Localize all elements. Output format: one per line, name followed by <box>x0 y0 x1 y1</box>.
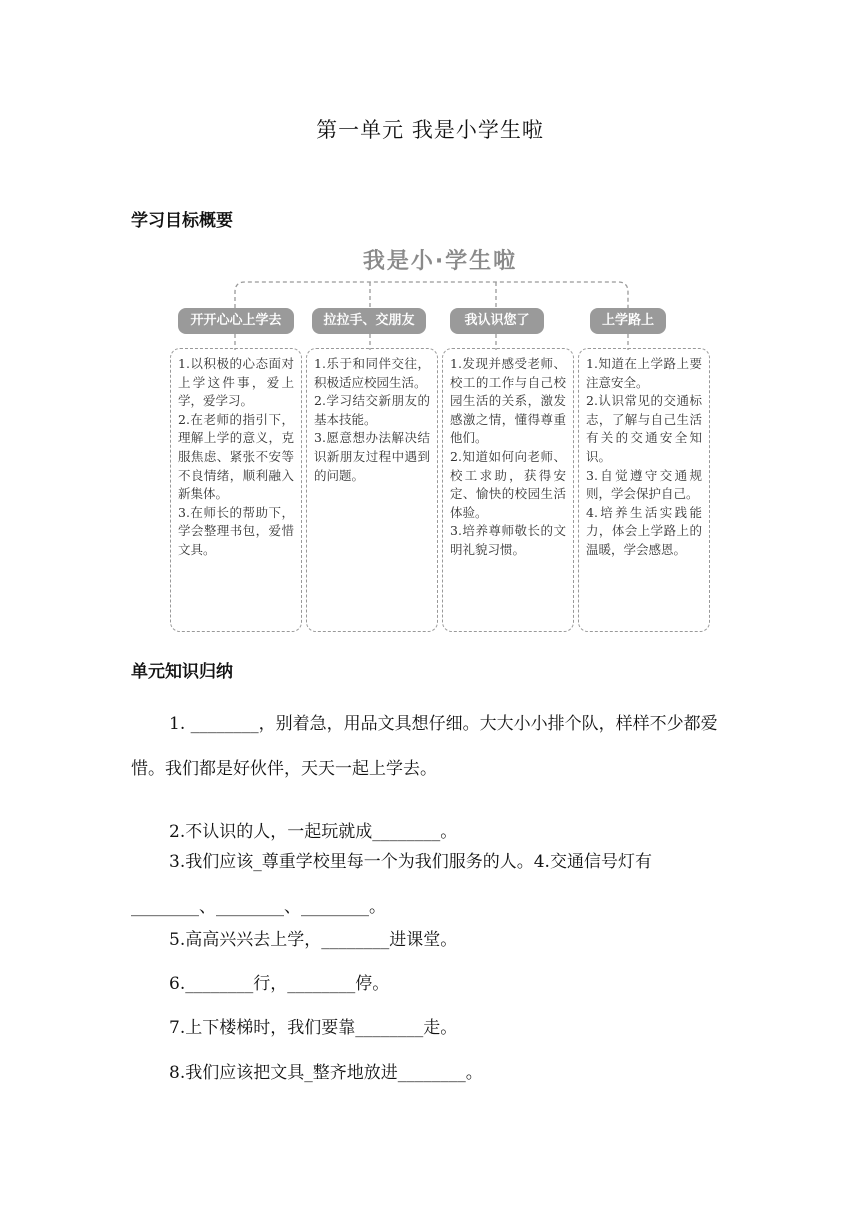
goal-item: 3.培养尊师敬长的文明礼貌习惯。 <box>450 523 566 557</box>
branch-box-1 <box>170 348 302 632</box>
branch-label-3: 我认识您了 <box>450 308 544 334</box>
branch-box-3 <box>442 348 574 632</box>
goal-item: 3.愿意想办法解决结识新朋友过程中遇到的问题。 <box>314 430 430 483</box>
branch-label-1: 开开心心上学去 <box>178 308 294 334</box>
goal-item: 3.自觉遵守交通规则，学会保护自己。 <box>586 467 702 502</box>
diagram-title: 我是小·学生啦 <box>362 249 518 274</box>
summary-line-5: 5.高高兴兴去上学，________进课堂。 <box>169 930 458 950</box>
goal-item: 2.在老师的指引下，理解上学的意义，克服焦虑、紧张不安等不良情绪，顺利融入新集体。 <box>178 411 294 502</box>
summary-line-8: 8.我们应该把文具_整齐地放进________。 <box>169 1063 483 1083</box>
goal-item: 4.培养生活实践能力，体会上学路上的温暖，学会感恩。 <box>586 504 702 557</box>
branch-label-2: 拉拉手、交朋友 <box>312 308 426 334</box>
goal-item: 1.发现并感受老师、校工的工作与自己校园生活的关系，激发感激之情，懂得尊重他们。 <box>450 356 566 446</box>
goal-item: 1.以积极的心态面对上学这件事，爱上学，爱学习。 <box>178 356 294 409</box>
branch-box-4 <box>578 348 710 632</box>
summary-line-7: 7.上下楼梯时，我们要靠________走。 <box>169 1018 458 1038</box>
branch-box-2 <box>306 348 438 632</box>
goal-item: 2.认识常见的交通标志，了解与自己生活有关的交通安全知识。 <box>586 393 702 464</box>
goals-diagram <box>160 240 720 640</box>
branch-label-4: 上学路上 <box>590 308 666 334</box>
summary-line-6: 6.________行，________停。 <box>169 974 390 994</box>
goal-item: 3.在师长的帮助下，学会整理书包，爱惜文具。 <box>178 504 294 557</box>
goal-item: 1.知道在上学路上要注意安全。 <box>586 356 702 390</box>
summary-line-2: 2.不认识的人，一起玩就成________。 <box>169 822 458 842</box>
summary-line-1: 1. ________，别着急，用品文具想仔细。大大小小排个队，样样不少都爱惜。我们都是好伙伴，天天一起上学去。 <box>131 714 718 779</box>
page-title: 第一单元 我是小学生啦 <box>316 118 544 142</box>
summary-line-3: 3.我们应该_尊重学校里每一个为我们服务的人。4.交通信号灯有________、________、________。 <box>131 852 652 917</box>
goal-item: 1.乐于和同伴交往，积极适应校园生活。 <box>314 356 430 390</box>
section-heading-summary: 单元知识归纳 <box>131 662 233 682</box>
goal-item: 2.学习结交新朋友的基本技能。 <box>314 393 430 427</box>
section-heading-goals: 学习目标概要 <box>131 211 233 231</box>
goal-item: 2.知道如何向老师、校工求助，获得安定、愉快的校园生活体验。 <box>450 448 566 520</box>
